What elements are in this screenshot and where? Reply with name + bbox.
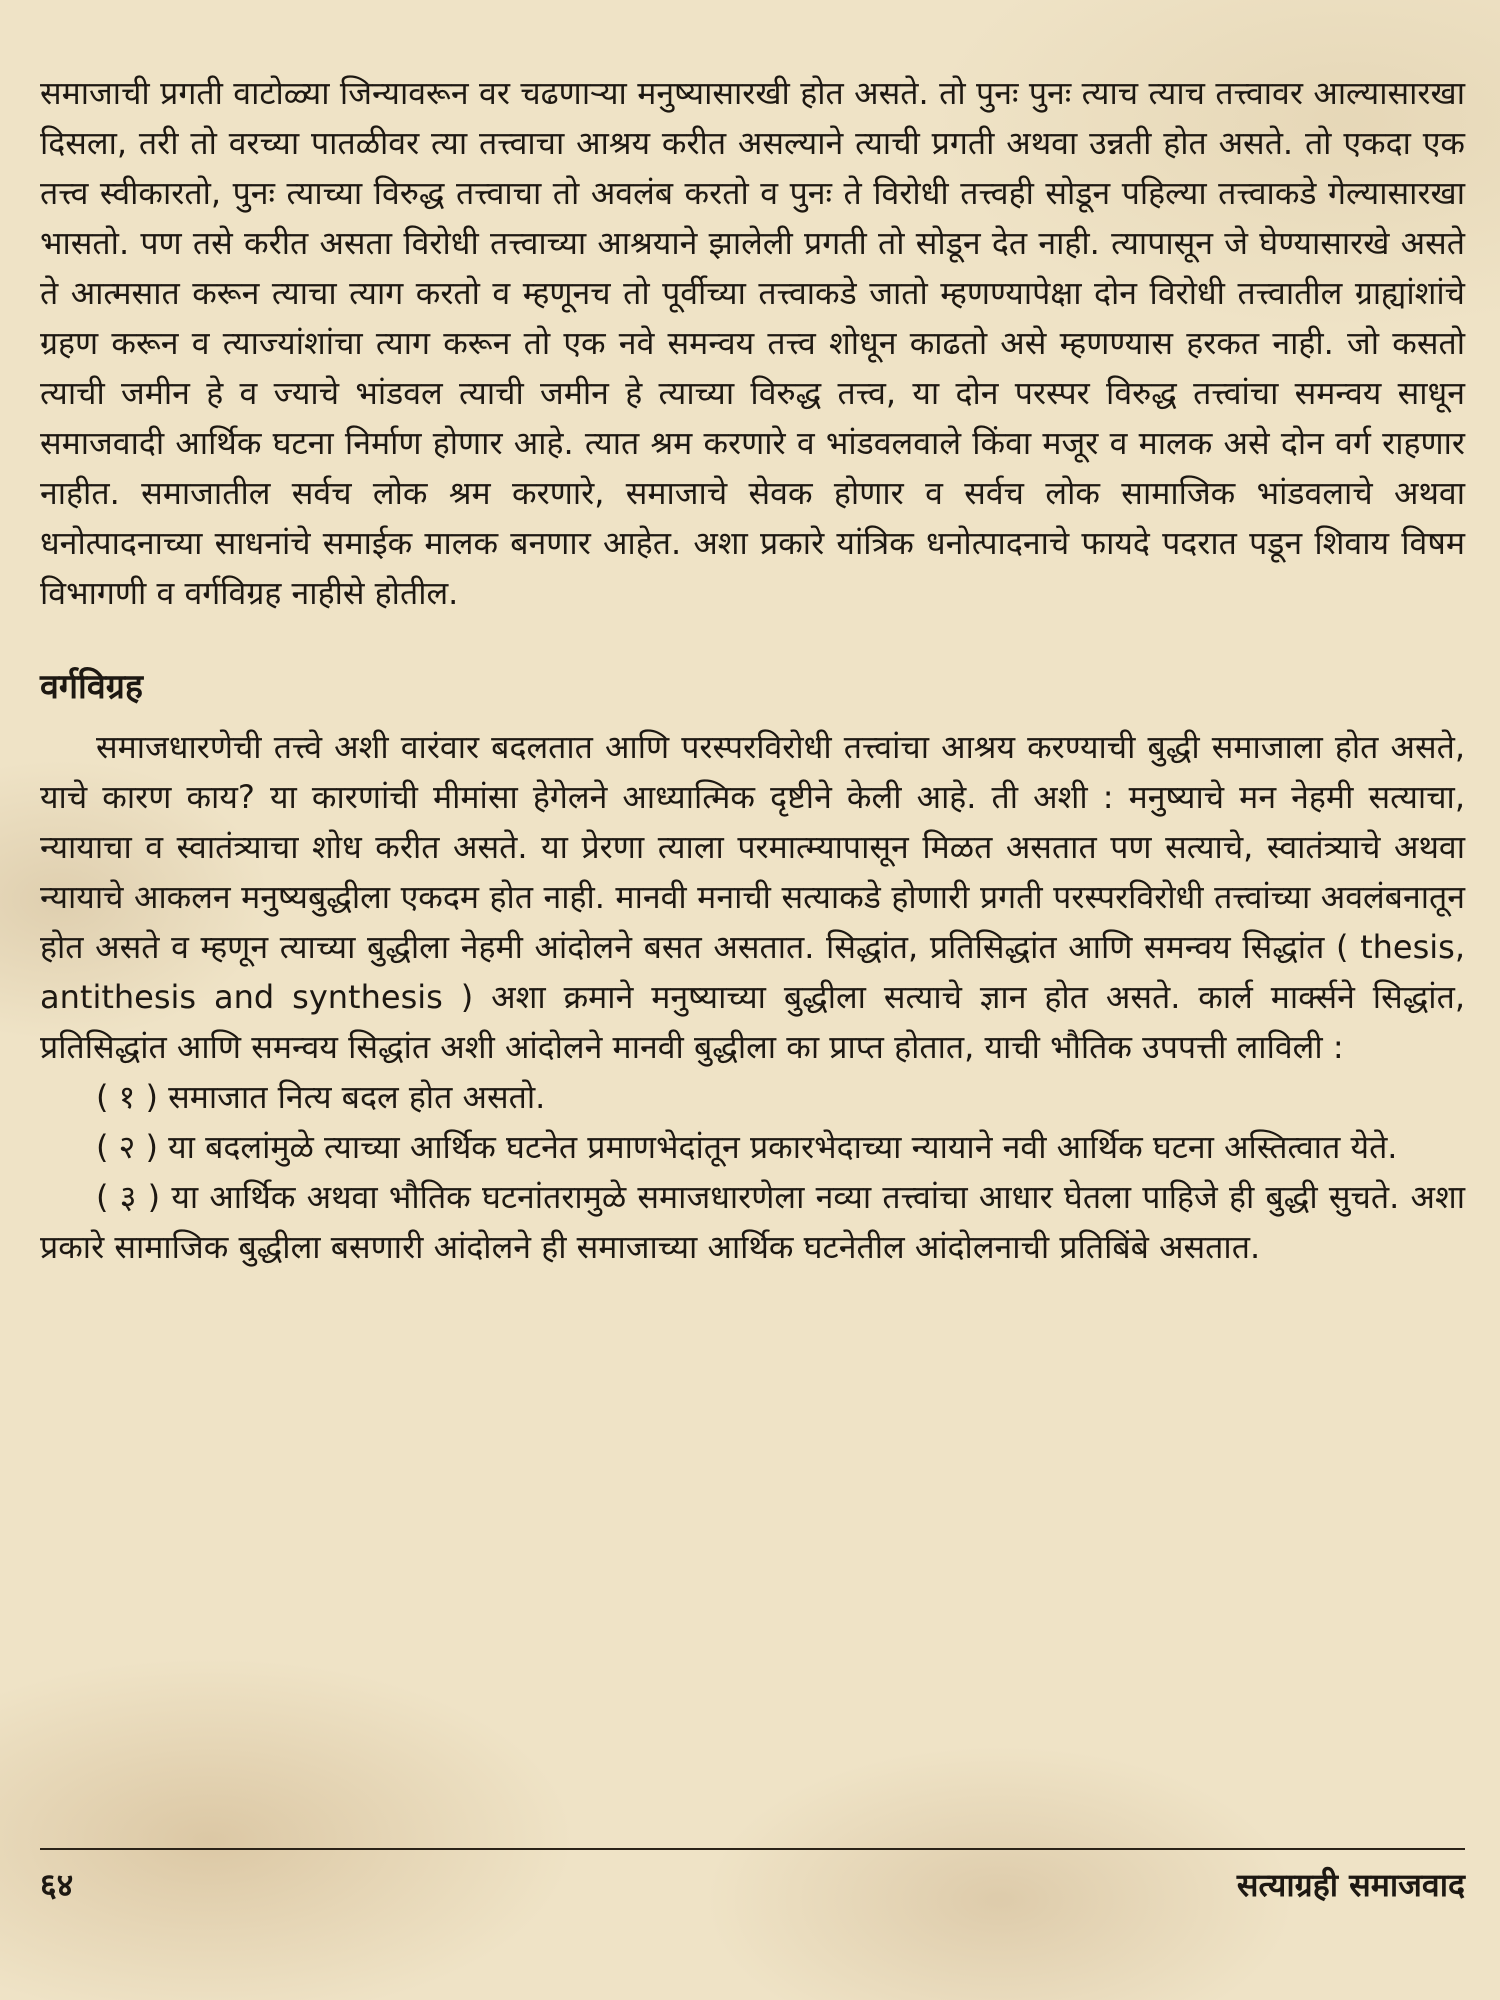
- list-item-2: ( २ ) या बदलांमुळे त्याच्या आर्थिक घटनेत प्रमाणभेदांतून प्रकारभेदाच्या न्यायाने नवी आर्थिक घटना अस्तित्वात येते.: [96, 1128, 1398, 1166]
- paragraph-hegel-marx: समाजधारणेची तत्त्वे अशी वारंवार बदलतात आणि परस्परविरोधी तत्त्वांचा आश्रय करण्याची बुद्धी समाजाला होत असते, याचे कारण काय? या कारणांची मीमांसा हेगेलने आध्यात्मिक दृष्टीने केली आहे. ती अशी : मनुष्याचे मन नेहमी सत्याचा, न्यायाचा व स्वातंत्र्याचा शोध करीत असते. या प्रेरणा त्याला परमात्म्यापासून मिळत असतात पण सत्याचे, स्वातंत्र्याचे अथवा न्यायाचे आकलन मनुष्यबुद्धीला एकदम होत नाही. मानवी मनाची सत्याकडे होणारी प्रगती परस्परविरोधी तत्त्वांच्या अवलंबनातून होत असते व म्हणून त्याच्या बुद्धीला नेहमी आंदोलने बसत असतात. सिद्धांत, प्रतिसिद्धांत आणि समन्वय सिद्धांत ( thesis, antithesis and synthesis ) अशा क्रमाने मनुष्याच्या बुद्धीला सत्याचे ज्ञान होत असते. कार्ल मार्क्सने सिद्धांत, प्रतिसिद्धांत आणि समन्वय सिद्धांत अशी आंदोलने मानवी बुद्धीला का प्राप्त होतात, याची भौतिक उपपत्ती लाविली :: [40, 728, 1465, 1066]
- footer-divider: [40, 1848, 1465, 1850]
- page-footer: [40, 1860, 1465, 1910]
- section-heading: वर्गविग्रह: [40, 667, 143, 707]
- running-title: सत्याग्रही समाजवाद: [1236, 1866, 1465, 1904]
- paragraph-progress-spiral: समाजाची प्रगती वाटोळ्या जिन्यावरून वर चढणाऱ्या मनुष्यासारखी होत असते. तो पुनः पुनः त्याच त्याच तत्त्वावर आल्यासारखा दिसला, तरी तो वरच्या पातळीवर त्या तत्त्वाचा आश्रय करीत असल्याने त्याची प्रगती अथवा उन्नती होत असते. तो एकदा एक तत्त्व स्वीकारतो, पुनः त्याच्या विरुद्ध तत्त्वाचा तो अवलंब करतो व पुनः ते विरोधी तत्त्वही सोडून पहिल्या तत्त्वाकडे गेल्यासारखा भासतो. पण तसे करीत असता विरोधी तत्त्वाच्या आश्रयाने झालेली प्रगती तो सोडून देत नाही. त्यापासून जे घेण्यासारखे असते ते आत्मसात करून त्याचा त्याग करतो व म्हणूनच तो पूर्वीच्या तत्त्वाकडे जातो म्हणण्यापेक्षा दोन विरोधी तत्त्वातील ग्राह्यांशांचे ग्रहण करून व त्याज्यांशांचा त्याग करून तो एक नवे समन्वय तत्त्व शोधून काढतो असे म्हणण्यास हरकत नाही. जो कसतो त्याची जमीन हे व ज्याचे भांडवल त्याची जमीन हे त्याच्या विरुद्ध तत्त्व, या दोन परस्पर विरुद्ध तत्त्वांचा समन्वय साधून समाजवादी आर्थिक घटना निर्माण होणार आहे. त्यात श्रम करणारे व भांडवलवाले किंवा मजूर व मालक असे दोन वर्ग राहणार नाहीत. समाजातील सर्वच लोक श्रम करणारे, समाजाचे सेवक होणार व सर्वच लोक सामाजिक भांडवलाचे अथवा धनोत्पादनाच्या साधनांचे समाईक मालक बनणार आहेत. अशा प्रकारे यांत्रिक धनोत्पादनाचे फायदे पदरात पडून शिवाय विषम विभागणी व वर्गविग्रह नाहीसे होतील.: [40, 74, 1465, 612]
- list-item-1: ( १ ) समाजात नित्य बदल होत असतो.: [96, 1078, 546, 1116]
- page-content: [40, 68, 1465, 1272]
- page-number: ६४: [40, 1866, 74, 1904]
- list-item-3: ( ३ ) या आर्थिक अथवा भौतिक घटनांतरामुळे समाजधारणेला नव्या तत्त्वांचा आधार घेतला पाहिजे ही बुद्धी सुचते. अशा प्रकारे सामाजिक बुद्धीला बसणारी आंदोलने ही समाजाच्या आर्थिक घटनेतील आंदोलनाची प्रतिबिंबे असतात.: [40, 1178, 1465, 1266]
